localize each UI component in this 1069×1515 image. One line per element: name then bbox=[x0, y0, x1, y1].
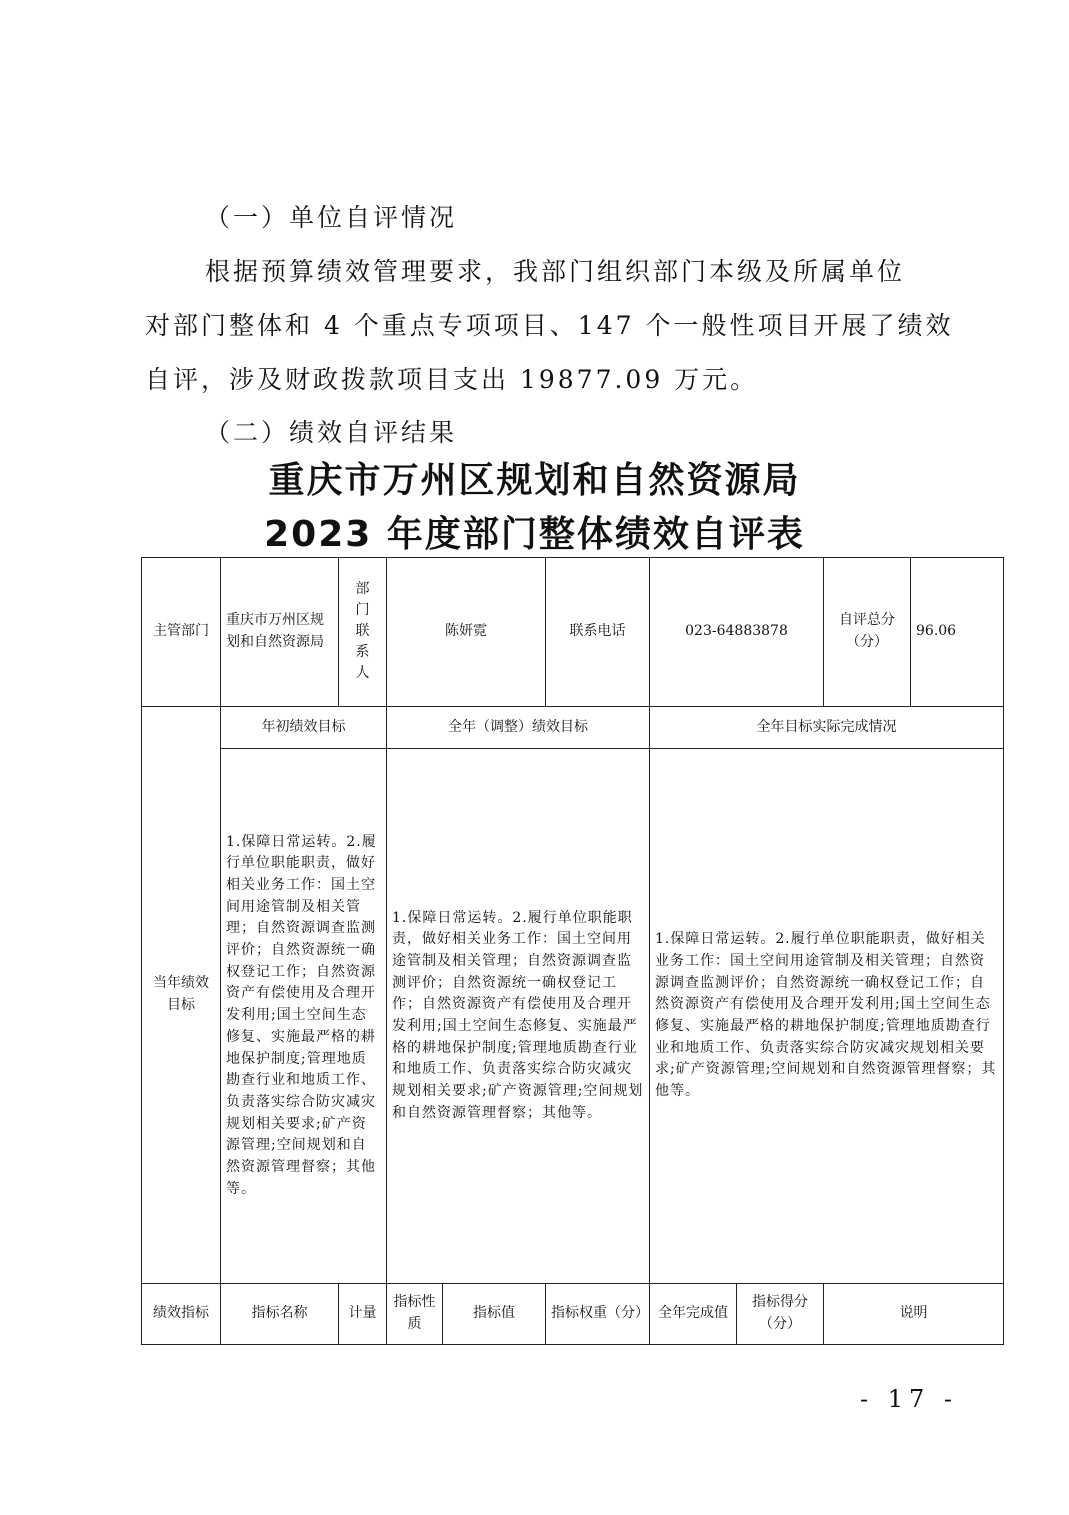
header-weight-cell bbox=[546, 1284, 650, 1345]
goal-label-cell bbox=[142, 707, 221, 1284]
contact-label-cell bbox=[339, 558, 387, 707]
header-nature: 指标性质 bbox=[393, 1294, 436, 1332]
col-initial-header: 年初绩效目标 bbox=[261, 718, 346, 735]
col-actual-cell bbox=[650, 707, 1004, 749]
phone-value: 023-64883878 bbox=[685, 623, 788, 640]
adjusted-goal-cell bbox=[387, 749, 650, 1284]
col-adjusted-cell bbox=[387, 707, 650, 749]
actual-completion-cell bbox=[650, 749, 1004, 1284]
score-value: 96.06 bbox=[916, 623, 957, 640]
header-value-cell bbox=[443, 1284, 546, 1345]
dept-label-cell bbox=[142, 558, 221, 707]
indicator-label-cell bbox=[142, 1284, 221, 1345]
header-indicator-name: 指标名称 bbox=[251, 1305, 308, 1322]
header-note-cell bbox=[824, 1284, 1004, 1345]
section-heading-1: （一）单位自评情况 bbox=[205, 203, 458, 232]
phone-label: 联系电话 bbox=[569, 623, 626, 640]
actual-completion-text: 1.保障日常运转。2.履行单位职能职责，做好相关业务工作：国土空间用途管制及相关管理；自然资源调查监测评价；自然资源统一确权登记工作；自然资源资产有偿使用及合理开发利用;国土空间生态修复、实施最严格的耕地保护制度;管理地质勘查行业和地质工作、负责落实综合防灾减灾规划相关要求;矿产资源管理;空间规划和自然资源管理督察；其他等。 bbox=[655, 931, 997, 1100]
dept-value-cell bbox=[221, 558, 339, 707]
col-initial-cell bbox=[221, 707, 387, 749]
header-indicator-value: 指标值 bbox=[473, 1305, 515, 1322]
dept-label: 主管部门 bbox=[153, 623, 209, 640]
evaluation-table bbox=[141, 557, 1004, 1345]
paragraph-line-2: 对部门整体和 4 个重点专项项目、147 个一般性项目开展了绩效 bbox=[145, 311, 954, 340]
header-name-cell bbox=[221, 1284, 339, 1345]
paragraph-line-1: 根据预算绩效管理要求，我部门组织部门本级及所属单位 bbox=[205, 257, 906, 286]
header-weight: 指标权重（分） bbox=[551, 1305, 649, 1322]
header-complete: 全年完成值 bbox=[658, 1305, 728, 1322]
initial-goal-cell bbox=[221, 749, 387, 1284]
doc-title-line-1: 重庆市万州区规划和自然资源局 bbox=[268, 460, 801, 501]
score-value-cell bbox=[911, 558, 1004, 707]
header-nature-cell bbox=[387, 1284, 443, 1345]
indicator-label: 绩效指标 bbox=[153, 1305, 209, 1322]
goal-label: 当年绩效目标 bbox=[153, 975, 209, 1013]
contact-label: 部门联系人 bbox=[355, 581, 370, 682]
header-score: 指标得分（分） bbox=[752, 1294, 808, 1332]
initial-goal-text: 1.保障日常运转。2.履行单位职能职责，做好相关业务工作：国土空间用途管制及相关管理；自然资源调查监测评价；自然资源统一确权登记工作；自然资源资产有偿使用及合理开发利用;国土空间生态修复、实施最严格的耕地保护制度;管理地质勘查行业和地质工作、负责落实综合防灾减灾规划相关要求;矿产资源管理;空间规划和自然资源管理督察；其他等。 bbox=[226, 833, 377, 1197]
phone-value-cell bbox=[650, 558, 824, 707]
header-unit: 计量 bbox=[348, 1305, 377, 1322]
adjusted-goal-text: 1.保障日常运转。2.履行单位职能职责，做好相关业务工作：国土空间用途管制及相关管理；自然资源调查监测评价；自然资源统一确权登记工作；自然资源资产有偿使用及合理开发利用;国土空间生态修复、实施最严格的耕地保护制度;管理地质勘查行业和地质工作、负责落实综合防灾减灾规划相关要求;矿产资源管理;空间规划和自然资源管理督察；其他等。 bbox=[392, 909, 644, 1121]
contact-value: 陈妍霓 bbox=[445, 623, 487, 640]
col-actual-header: 全年目标实际完成情况 bbox=[756, 718, 897, 735]
paragraph-line-3: 自评，涉及财政拨款项目支出 19877.09 万元。 bbox=[145, 365, 759, 394]
score-label: 自评总分（分） bbox=[839, 612, 895, 650]
phone-label-cell bbox=[546, 558, 650, 707]
contact-value-cell bbox=[387, 558, 546, 707]
page-number: - 17 - bbox=[860, 1385, 959, 1413]
header-unit-cell bbox=[339, 1284, 387, 1345]
header-score-cell bbox=[737, 1284, 824, 1345]
doc-title-line-2: 2023 年度部门整体绩效自评表 bbox=[264, 514, 805, 555]
header-complete-cell bbox=[650, 1284, 737, 1345]
section-heading-2: （二）绩效自评结果 bbox=[205, 418, 458, 447]
header-note: 说明 bbox=[899, 1305, 928, 1322]
score-label-cell bbox=[824, 558, 911, 707]
col-adjusted-header: 全年（调整）绩效目标 bbox=[448, 718, 588, 735]
dept-value: 重庆市万州区规划和自然资源局 bbox=[226, 612, 324, 650]
